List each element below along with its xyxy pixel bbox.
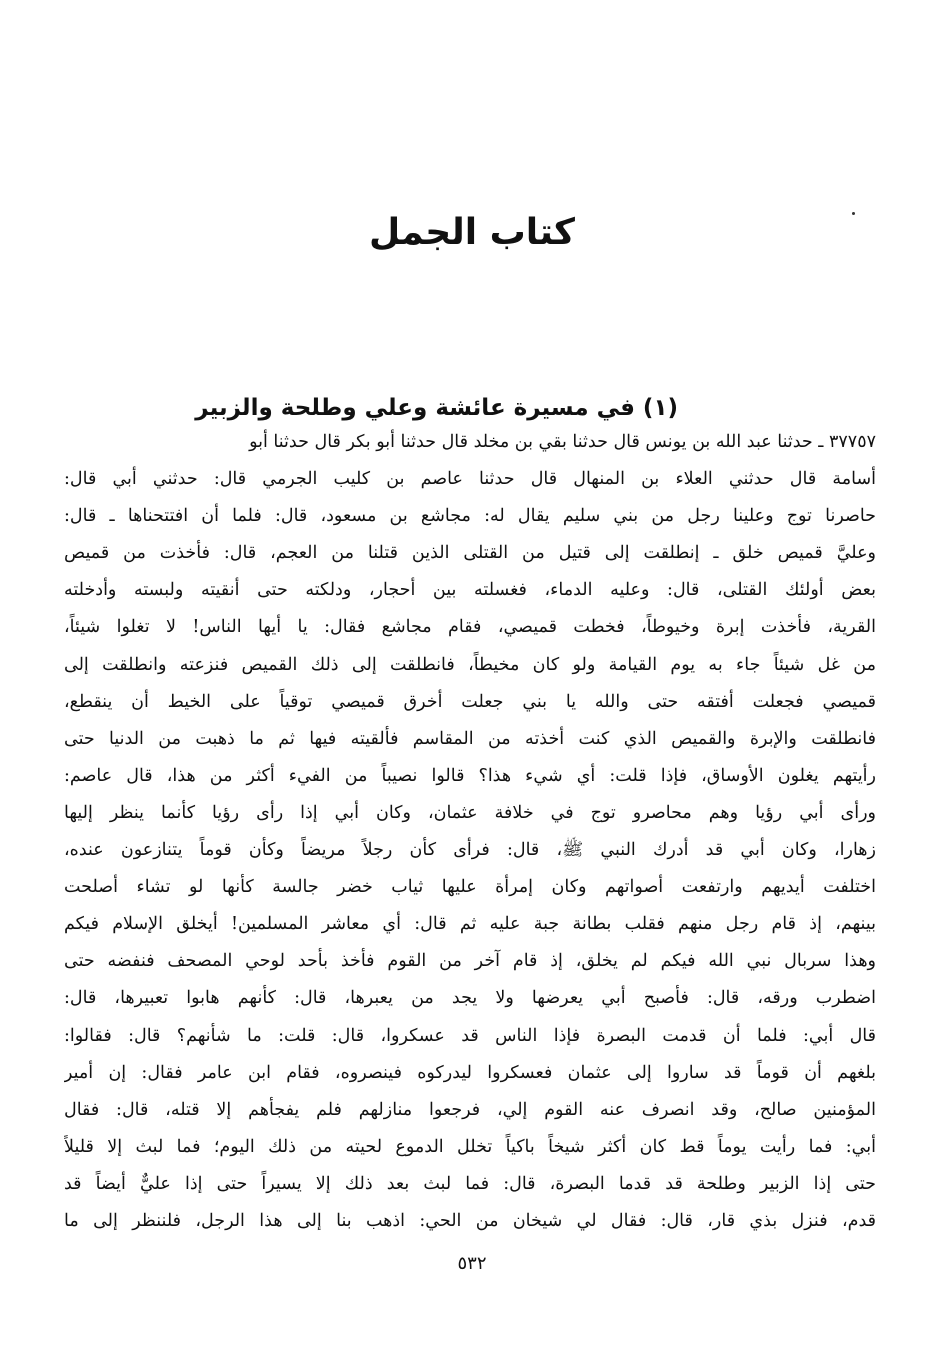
text-line: القرية، فأخذت إبرة وخيوطاً، فخطت قميصي، فقام مجاشع فقال: يا أيها الناس! لا تغلوا شيئاً، [64,617,876,638]
text-line: المؤمنين صالح، وقد انصرف عنه القوم إلي، فرجعوا منازلهم فلم يفجأهم إلا قتله، قال: فقال [64,1099,876,1120]
text-line: اضطرب ورقه، قال: فأصبح أبي يعرضها ولا يجد من يعبرها، قال: كأنهم هابوا تعبيرها، قال: [64,988,876,1009]
hadith-body [64,424,876,1240]
book-title: كتاب الجمل [369,212,575,253]
text-line: ورأى أبي رؤيا وهم محاصرو توج في خلافة عثمان، وكان أبي إذا رأى رؤيا كأنما ينظر إليها [64,802,876,823]
text-line: بينهم، إذ قام رجل منهم فقلب بطانة جبة عليه ثم قال: أي معاشر المسلمين! أيخلق الإسلام فيكم [64,914,876,935]
text-line: بعض أولئك القتلى، قال: وعليه الدماء، فغسلته بين أحجار، ودلكته حتى أنقيته ولبسته وأدخلته [64,580,876,601]
text-line: ٣٧٧٥٧ ـ حدثنا عبد الله بن يونس قال حدثنا بقي بن مخلد قال حدثنا أبو بكر قال حدثنا أبو [249,432,876,452]
text-line: قال أبي: فلما أن قدمت البصرة فإذا الناس قد عسكروا، قال: قلت: ما شأنهم؟ قال: فقالوا: [64,1025,876,1046]
text-line: وهذا سربال نبي الله فيكم لم يخلق، إذ قام آخر من القوم فأخذ بأحد لوحي المصحف فنفضه حتى [64,951,876,972]
text-line: وعليَّ قميص خلق ـ إنطلقت إلى قتيل من القتلى الذين قتلنا من العجم، قال: فأخذت من قميص [64,543,876,564]
text-line: أسامة قال حدثني العلاء بن المنهال قال حدثنا عاصم بن كليب الجرمي قال: حدثني أبي قال: [64,469,876,490]
text-line: أبي: فما رأيت يوماً قط كان أكثر شيخاً باكياً تخلل الدموع لحيته من ذلك اليوم؛ فما لبث إلا قليلاً [64,1136,876,1157]
text-line: حاصرنا توج وعلينا رجل من بني سليم يقال له: مجاشع بن مسعود، قال: فلما أن افتتحناها ـ قال: [64,506,876,527]
text-line: رأيتهم يغلون الأوساق، فإذا قلت: أي شيء هذا؟ قالوا نصيباً من الفيء أكثر من هذا، قال عاصم: [64,765,876,786]
text-line: فانطلقت والإبرة والقميص الذي كنت أخذته من المقاسم فألقيته فيها ثم ما ذهبت من الدنيا حتى [64,728,876,749]
text-line: بلغهم أن قوماً قد ساروا إلى عثمان فعسكروا ليدركوه فينصروه، فقام ابن عامر فقال: إن أمير [64,1062,876,1083]
text-line: زهارا، وكان أبي قد أدرك النبي ﷺ، قال: فرأى كأن رجلاً مريضاً وكأن قوماً يتنازعون عنده، [64,840,876,861]
page-number: ٥٣٢ [457,1253,487,1274]
text-line: حتى إذا الزبير وطلحة قد قدما البصرة، قال: فما لبث بعد ذلك إلا يسيراً حتى إذا عليٌّ أيضاً قد [64,1173,876,1194]
text-line: قميصي فجعلت أفتقه حتى والله يا بني جعلت أخرق قميصي توقياً على الخيط أن ينقطع، [64,691,876,712]
text-line: قدم، فنزل بذي قار، قال: فقال لي شيخان من الحي: اذهب بنا إلى هذا الرجل، فلننظر إلى ما [64,1210,876,1231]
text-line: اختلفت أيديهم وارتفعت أصواتهم وكان إمرأة عليها ثياب خضر جالسة كأنها لو تشاء أصلحت [64,877,876,898]
section-heading: (١) في مسيرة عائشة وعلي وطلحة والزبير [195,395,678,421]
text-line: من غل شيئاً جاء به يوم القيامة ولو كان مخيطاً، فانطلقت إلى ذلك القميص فنزعته وانطلقت إلى [64,654,876,675]
